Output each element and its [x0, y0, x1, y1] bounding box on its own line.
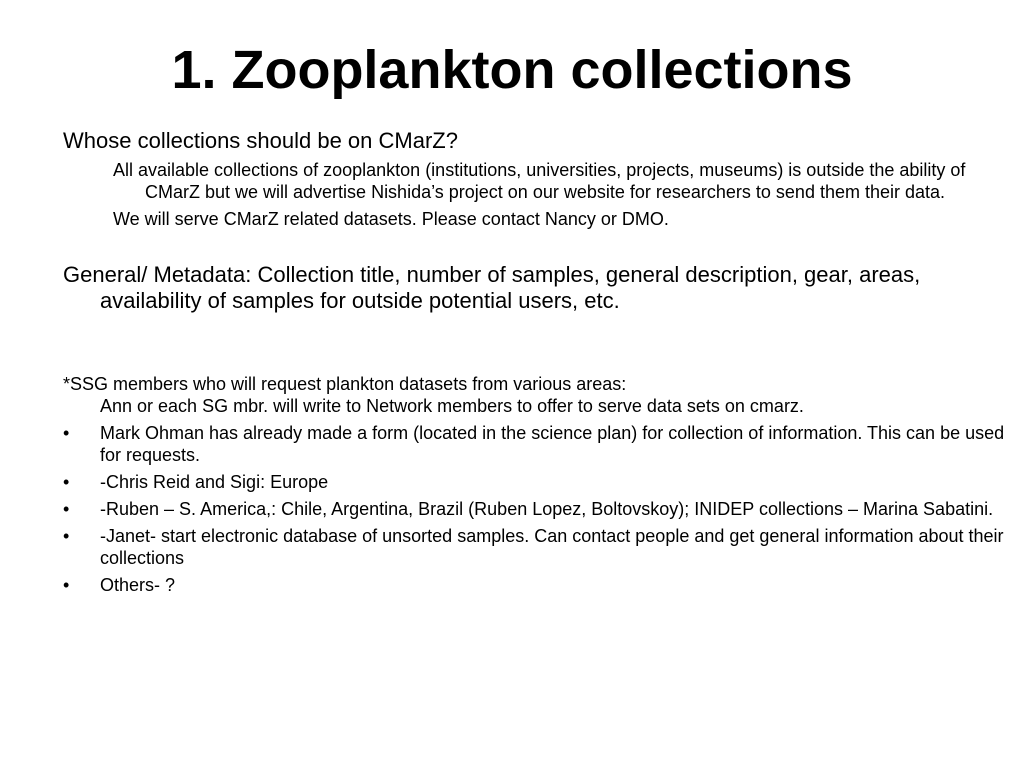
bullet-icon: •: [63, 499, 70, 519]
bullet-icon: •: [63, 575, 70, 595]
section1-heading: Whose collections should be on CMarZ?: [63, 128, 458, 153]
bullet-item: [63, 422, 1013, 466]
bullet-icon: •: [63, 526, 70, 546]
bullet-text: -Ruben – S. America,: Chile, Argentina, Brazil (Ruben Lopez, Boltovskoy); INIDEP collections – Marina Sabatini.: [100, 499, 994, 519]
bullet-item: [63, 471, 1013, 493]
section1-item: All available collections of zooplankton (institutions, universities, projects, museums) is outside the ability of CMarZ but we will advertise Nishida’s project on our website for researchers to send them their data.: [113, 160, 966, 202]
bullet-item: [63, 525, 1013, 569]
slide-title: 1. Zooplankton collections: [171, 40, 853, 100]
bullet-icon: •: [63, 472, 70, 492]
section1-item: We will serve CMarZ related datasets. Please contact Nancy or DMO.: [113, 209, 669, 229]
section3-heading: *SSG members who will request plankton datasets from various areas:: [63, 374, 627, 394]
section3-subline: Ann or each SG mbr. will write to Network members to offer to serve data sets on cmarz.: [100, 396, 804, 416]
bullet-text: Mark Ohman has already made a form (located in the science plan) for collection of information. This can be used for requests.: [100, 423, 1005, 465]
bullet-text: -Chris Reid and Sigi: Europe: [100, 472, 329, 492]
bullet-icon: •: [63, 423, 70, 443]
section2-metadata: General/ Metadata: Collection title, number of samples, general description, gear, areas, availability of samples for outside potential users, etc.: [63, 262, 921, 313]
bullet-item: [63, 574, 1013, 596]
bullet-text: -Janet- start electronic database of unsorted samples. Can contact people and get general information about their collections: [100, 526, 1004, 568]
bullet-text: Others- ?: [100, 575, 176, 595]
slide-body: [63, 128, 1013, 596]
bullet-item: [63, 498, 1013, 520]
